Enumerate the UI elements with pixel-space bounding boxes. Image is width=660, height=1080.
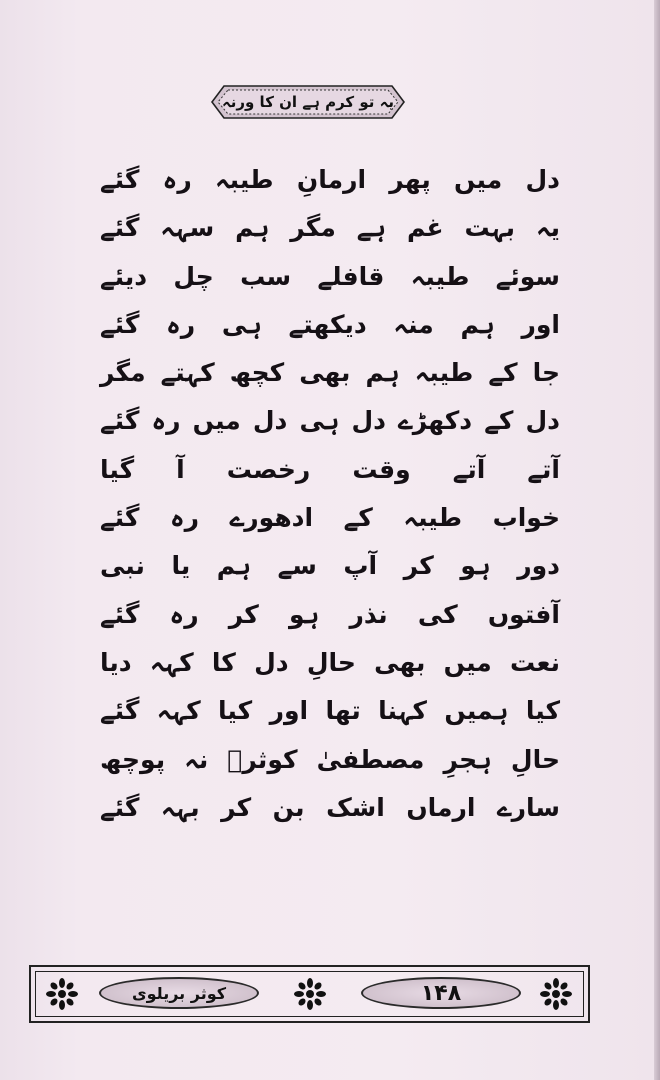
verse-line: کیا ہمیں کہنا تھا اور کیا کہہ گئے	[100, 696, 560, 726]
flower-icon	[293, 977, 327, 1011]
flower-icon	[45, 977, 79, 1011]
flower-icon	[539, 977, 573, 1011]
verse-line: اور ہم منہ دیکھتے ہی رہ گئے	[100, 309, 560, 339]
verse-line: آفتوں کی نذر ہو کر رہ گئے	[100, 599, 560, 629]
verse-line: دل میں پھر ارمانِ طیبہ رہ گئے	[100, 165, 560, 194]
verse-line: حالِ ہجرِ مصطفیٰ کوثرؔ نہ پوچھ	[100, 744, 560, 774]
verse-line: یہ بہت غم ہے مگر ہم سہہ گئے	[100, 213, 560, 243]
title-banner	[210, 84, 406, 120]
poem	[100, 156, 560, 832]
verse-line: سارے ارماں اشک بن کر بہہ گئے	[100, 792, 560, 822]
verse-line: خواب طیبہ کے ادھورے رہ گئے	[100, 503, 560, 533]
page-footer	[29, 965, 590, 1023]
verse-line: آتے آتے وقت رخصت آ گیا	[100, 454, 560, 484]
verse-line: نعت میں بھی حالِ دل کا کہہ دیا	[100, 647, 560, 677]
verse-line: جا کے طیبہ ہم بھی کچھ کہتے مگر	[100, 358, 560, 388]
verse-line: دل کے دکھڑے دل ہی دل میں رہ گئے	[100, 406, 560, 436]
poet-name-badge: کوثر بریلوی	[99, 977, 259, 1009]
page-number-badge: ۱۴۸	[361, 977, 521, 1009]
verse-line: دور ہو کر آپ سے ہم یا نبی	[100, 551, 560, 581]
verse-line: سوئے طیبہ قافلے سب چل دیئے	[100, 261, 560, 291]
page-spine	[654, 0, 660, 1080]
page-title: یہ تو کرم ہے ان کا ورنہ	[221, 93, 395, 111]
